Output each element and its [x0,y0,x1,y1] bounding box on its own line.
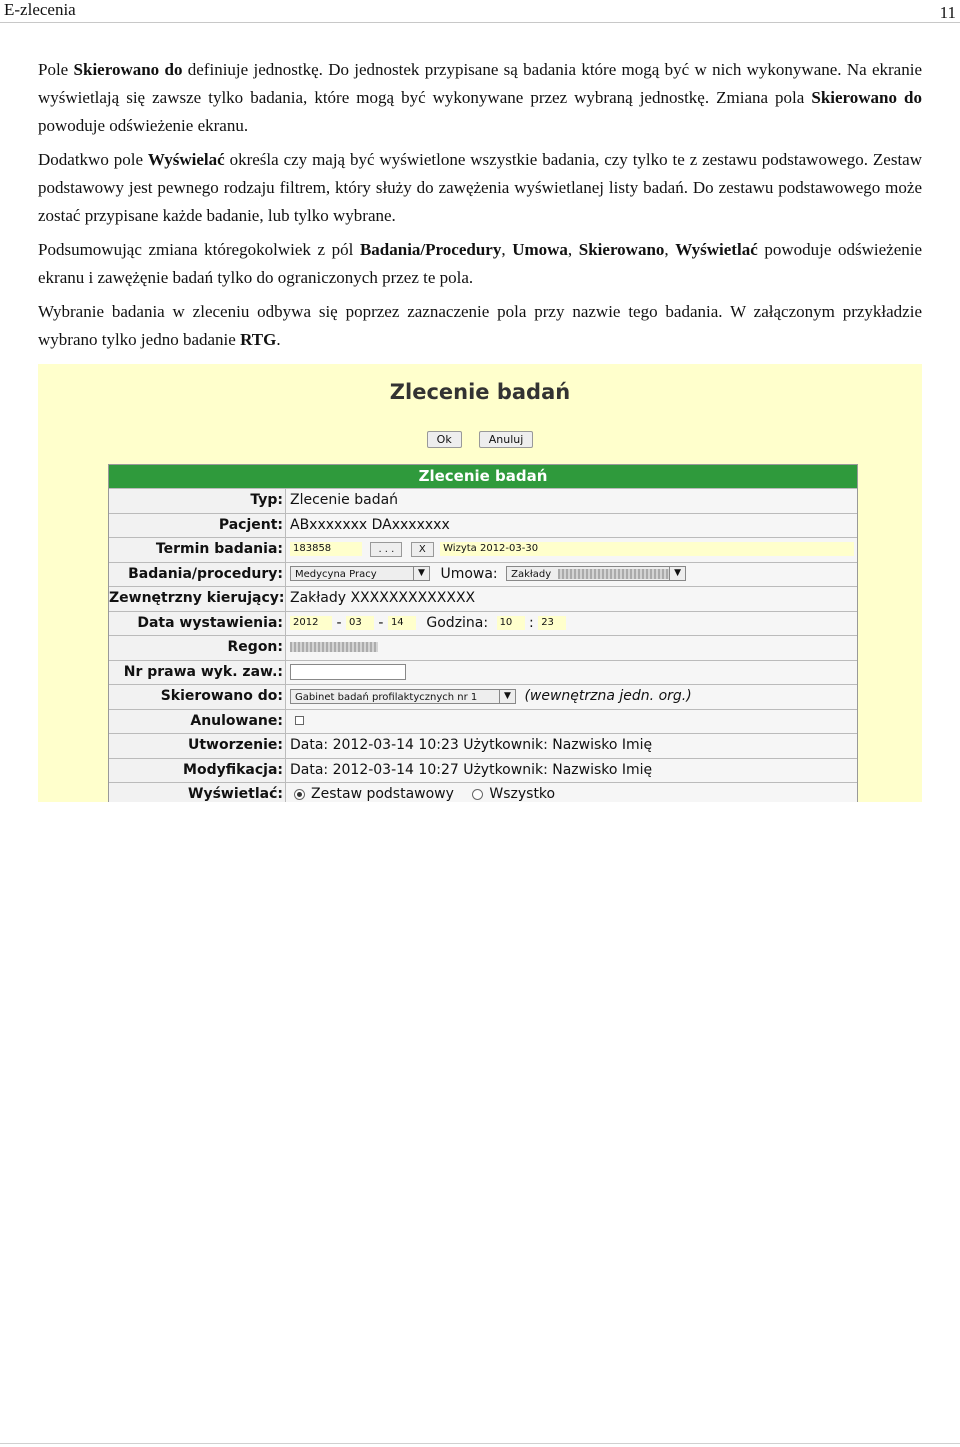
text-run: Podsumowując zmiana któregokolwiek z pól [38,240,360,259]
browse-button[interactable]: . . . [370,542,402,557]
year-field[interactable]: 2012 [290,616,332,630]
order-form [108,464,858,802]
clear-button[interactable]: X [411,542,434,557]
date-separator: - [378,614,384,631]
redacted-text [290,642,378,652]
created-value: Data: 2012-03-14 10:23 Użytkownik: Nazwisko Imię [286,734,857,758]
procedures-select-value: Medycyna Pracy [295,569,377,580]
bold-term: Skierowano [578,240,665,259]
chevron-down-icon: ▼ [413,567,429,580]
license-number-input[interactable] [290,664,406,680]
row-wyswietlac [109,782,857,802]
badania-value [286,563,857,587]
embedded-screenshot [38,364,922,802]
cancelled-checkbox[interactable] [295,716,304,725]
text-run: Wybranie badania w zleceniu odbywa się poprzez zaznaczenie pola przy nazwie tego badania. W załączonym przykładzie wybrano tylko jedno badanie [38,302,922,349]
date-separator: - [336,614,342,631]
screenshot-title: Zlecenie badań [389,380,571,404]
referred-to-select[interactable] [290,689,516,704]
referrer-value: Zakłady XXXXXXXXXXXXX [286,587,857,611]
minute-field[interactable]: 23 [538,616,566,630]
hour-field[interactable]: 10 [497,616,525,630]
row-nr-prawa [109,660,857,685]
bold-term: Skierowano do [73,60,183,79]
bold-term: RTG [240,330,277,349]
bold-term: Umowa [512,240,568,259]
day-field[interactable]: 14 [388,616,416,630]
bold-term: Wyświelać [147,150,225,169]
field-label: Anulowane: [109,710,286,734]
radio-basic-set[interactable] [294,789,305,800]
referred-to-value [286,685,857,709]
text-run: . [276,330,281,349]
termin-id-field[interactable]: 183858 [290,542,362,556]
field-label: Skierowano do: [109,685,286,709]
radio-label: Zestaw podstawowy [311,786,454,802]
paragraph-4 [38,298,922,354]
patient-value: ABxxxxxxx DAxxxxxxx [286,514,857,538]
regon-value [286,636,857,660]
month-field[interactable]: 03 [346,616,374,630]
field-label: Regon: [109,636,286,660]
visit-field[interactable]: Wizyta 2012-03-30 [440,542,854,556]
row-skierowano [109,684,857,709]
chevron-down-icon: ▼ [669,567,685,580]
paragraph-3 [38,236,922,292]
typ-value: Zlecenie badań [286,489,857,513]
display-value [286,783,857,802]
text-run: powoduje odświeżenie ekranu i zawężęnie badań tylko do ograniczonych przez te pola. [38,240,923,287]
text-run: Dodatkwo pole [38,150,148,169]
row-kierujacy [109,586,857,611]
row-data-wystawienia [109,611,857,636]
body-text [38,56,922,360]
row-regon [109,635,857,660]
paragraph-2 [38,146,922,230]
umowa-label: Umowa: [440,565,498,582]
field-label: Termin badania: [109,538,286,562]
text-run: Pole [38,60,74,79]
text-run: , [501,240,513,259]
contract-select[interactable] [506,566,686,581]
cancel-button[interactable]: Anuluj [479,431,534,448]
form-header: Zlecenie badań [109,465,857,488]
row-anulowane [109,709,857,734]
ok-button[interactable]: Ok [427,431,462,448]
paragraph-1 [38,56,922,140]
text-run: , [664,240,676,259]
footer-rule [0,1443,960,1444]
field-label: Badania/procedury: [109,563,286,587]
field-label: Zewnętrzny kierujący: [109,587,286,611]
referred-to-select-value: Gabinet badań profilaktycznych nr 1 [295,691,478,703]
bold-term: Skierowano do [811,88,922,107]
license-value [286,661,857,685]
document-title: E-zlecenia [4,0,76,19]
text-run: określa czy mają być wyświetlone wszystkie badania, czy tylko te z zestawu podstawowego. Zestaw podstawowy jest pewnego rodzaju filtrem, który służy do zawężenia wyświetlanej listy badań. Do zestawu podstawowego może zostać przypisane każde badanie, lub tylko wybrane. [38,150,923,225]
chevron-down-icon: ▼ [499,690,515,703]
row-termin [109,537,857,562]
field-label: Wyświetlać: [109,783,286,802]
redacted-text [558,569,670,579]
cancelled-value [286,710,857,734]
text-run: definiuje jednostkę. Do jednostek przypisane są badania które mogą być w nich wykonywane. Na ekranie wyświetlają się zawsze tylko badania, które mogą być wykonywane przez wybraną jednostkę. Zmiana pola [38,60,922,107]
field-label: Utworzenie: [109,734,286,758]
text-run: powoduje odświeżenie ekranu. [38,116,249,135]
field-label: Modyfikacja: [109,759,286,783]
field-label: Pacjent: [109,514,286,538]
field-label: Typ: [109,489,286,513]
action-buttons [38,428,922,448]
contract-select-value: Zakłady [511,569,552,580]
hour-label: Godzina: [426,614,489,631]
bold-term: Badania/Procedury [359,240,502,259]
page-header [0,0,960,23]
text-run: , [567,240,579,259]
page-number: 11 [939,3,956,22]
field-label: Data wystawienia: [109,612,286,636]
radio-all[interactable] [472,789,483,800]
radio-label: Wszystko [489,786,556,802]
modified-value: Data: 2012-03-14 10:27 Użytkownik: Nazwisko Imię [286,759,857,783]
termin-value [286,538,857,562]
unit-note: (wewnętrzna jedn. org.) [524,688,692,704]
row-pacjent [109,513,857,538]
row-typ [109,488,857,513]
row-badania [109,562,857,587]
field-label: Nr prawa wyk. zaw.: [109,661,286,685]
bold-term: Wyświetlać [675,240,758,259]
issue-date-value [286,612,857,636]
time-separator: : [529,614,534,631]
row-utworzenie [109,733,857,758]
row-modyfikacja [109,758,857,783]
procedures-select[interactable] [290,566,430,581]
